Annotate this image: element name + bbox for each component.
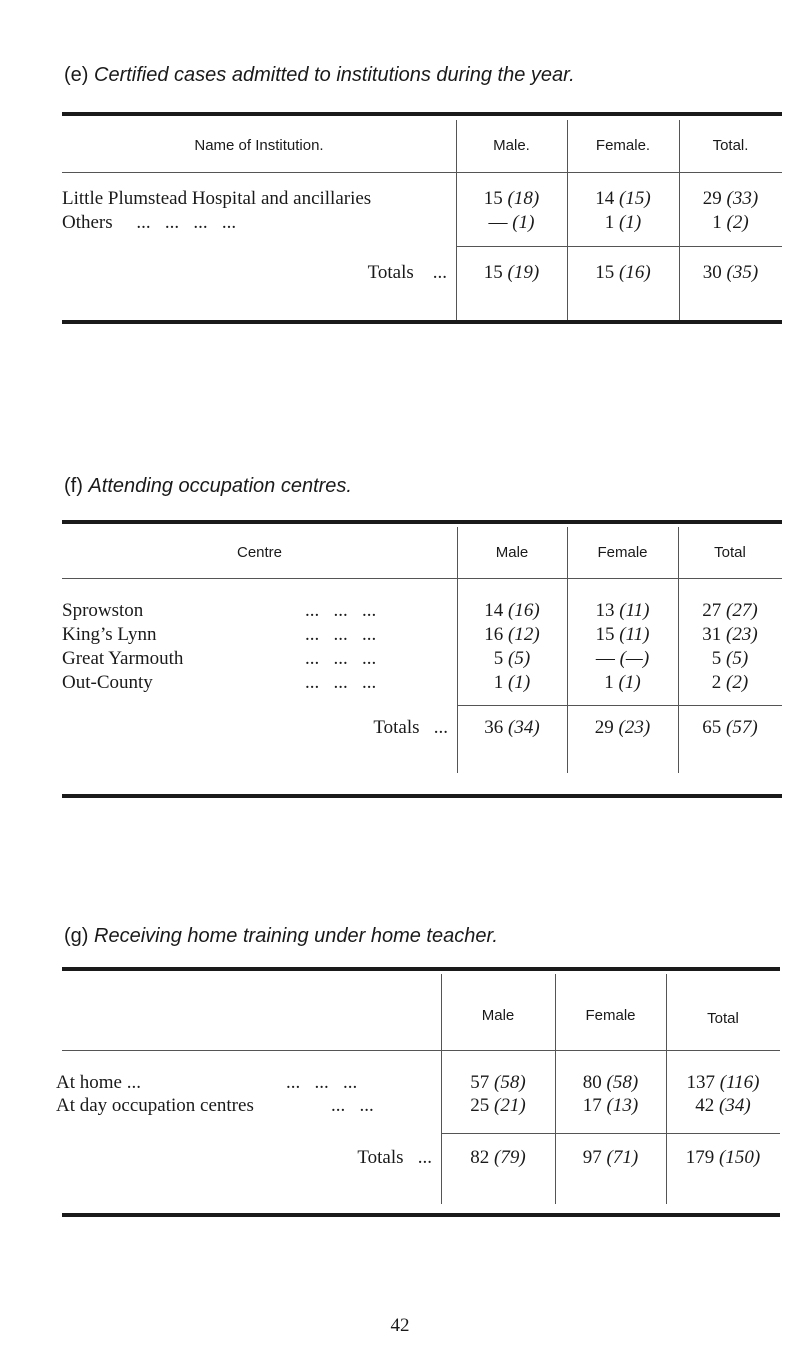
row-dots: ... ... — [331, 1095, 374, 1116]
top-rule — [62, 520, 782, 524]
header-male: Male. — [493, 137, 530, 154]
row-name: Sprowston — [62, 600, 144, 621]
cell-grand-total: 65 (57) — [702, 717, 758, 738]
row-dots: ... ... ... — [305, 648, 377, 669]
cell-grand-total: 179 (150) — [685, 1147, 761, 1168]
cell-female: 1 (1) — [604, 672, 641, 693]
row-dots: ... ... ... — [305, 600, 377, 621]
cell-male: — (1) — [488, 212, 535, 233]
cell-female: 13 (11) — [595, 600, 650, 621]
cell-female: — (—) — [595, 648, 650, 669]
header-rule — [62, 578, 782, 579]
bottom-rule — [62, 1213, 780, 1217]
cell-male-total: 15 (19) — [483, 262, 540, 283]
header-female: Female — [597, 544, 648, 561]
cell-male: 5 (5) — [493, 648, 531, 669]
section-g-title: (g) Receiving home training under home teacher. — [64, 925, 498, 947]
row-dots: ... ... ... — [305, 624, 377, 645]
header-female: Female. — [595, 137, 651, 154]
cell-male-total: 82 (79) — [470, 1147, 526, 1168]
cell-total: 31 (23) — [702, 624, 758, 645]
bottom-rule — [62, 794, 782, 798]
row-name: Out-County — [62, 672, 153, 693]
totals-label: Totals ... — [373, 717, 448, 738]
cell-total: 2 (2) — [711, 672, 749, 693]
cell-male: 25 (21) — [470, 1095, 526, 1116]
cell-female: 17 (13) — [582, 1095, 639, 1116]
cell-male: 14 (16) — [484, 600, 540, 621]
cell-female-total: 15 (16) — [595, 262, 651, 283]
totals-label: Totals ... — [367, 262, 447, 283]
section-e-title: (e) Certified cases admitted to institutions during the year. — [64, 64, 575, 86]
top-rule — [62, 112, 782, 116]
bottom-rule — [62, 320, 782, 324]
cell-total: 27 (27) — [702, 600, 758, 621]
row-name: Others ... ... ... ... — [62, 212, 237, 233]
row-dots: ... ... ... — [286, 1072, 358, 1093]
cell-female-total: 97 (71) — [582, 1147, 639, 1168]
row-name: At day occupation centres — [56, 1095, 254, 1116]
cell-total: 42 (34) — [695, 1095, 751, 1116]
row-dots: ... ... ... — [305, 672, 377, 693]
cell-grand-total: 30 (35) — [702, 262, 759, 283]
totals-rule — [441, 1133, 780, 1134]
cell-male-total: 36 (34) — [484, 717, 540, 738]
header-total: Total — [707, 1010, 739, 1027]
cell-female: 14 (15) — [595, 188, 651, 209]
totals-rule — [457, 705, 782, 706]
cell-male: 16 (12) — [484, 624, 540, 645]
cell-female-total: 29 (23) — [594, 717, 651, 738]
header-rule — [62, 172, 782, 173]
totals-label: Totals ... — [357, 1147, 432, 1168]
header-centre: Centre — [236, 544, 283, 561]
row-name: Little Plumstead Hospital and ancillaries — [62, 188, 372, 209]
header-rule — [62, 1050, 780, 1051]
cell-total: 29 (33) — [702, 188, 759, 209]
header-total: Total — [714, 544, 746, 561]
cell-male: 15 (18) — [483, 188, 540, 209]
header-institution: Name of Institution. — [194, 137, 324, 154]
header-total: Total. — [712, 137, 749, 154]
cell-female: 15 (11) — [595, 624, 650, 645]
cell-total: 137 (116) — [686, 1072, 760, 1093]
row-name: At home ... — [56, 1072, 141, 1093]
page-number: 42 — [390, 1315, 410, 1336]
top-rule — [62, 967, 780, 971]
header-male: Male — [495, 544, 529, 561]
cell-total: 1 (2) — [712, 212, 749, 233]
row-name: Great Yarmouth — [62, 648, 184, 669]
row-name: King’s Lynn — [62, 624, 157, 645]
section-f-title: (f) Attending occupation centres. — [64, 475, 352, 497]
header-male: Male — [481, 1007, 515, 1024]
cell-total: 5 (5) — [711, 648, 749, 669]
cell-female: 1 (1) — [604, 212, 642, 233]
header-female: Female — [585, 1007, 636, 1024]
cell-male: 1 (1) — [493, 672, 531, 693]
totals-rule — [456, 246, 782, 247]
cell-female: 80 (58) — [582, 1072, 639, 1093]
cell-male: 57 (58) — [470, 1072, 526, 1093]
